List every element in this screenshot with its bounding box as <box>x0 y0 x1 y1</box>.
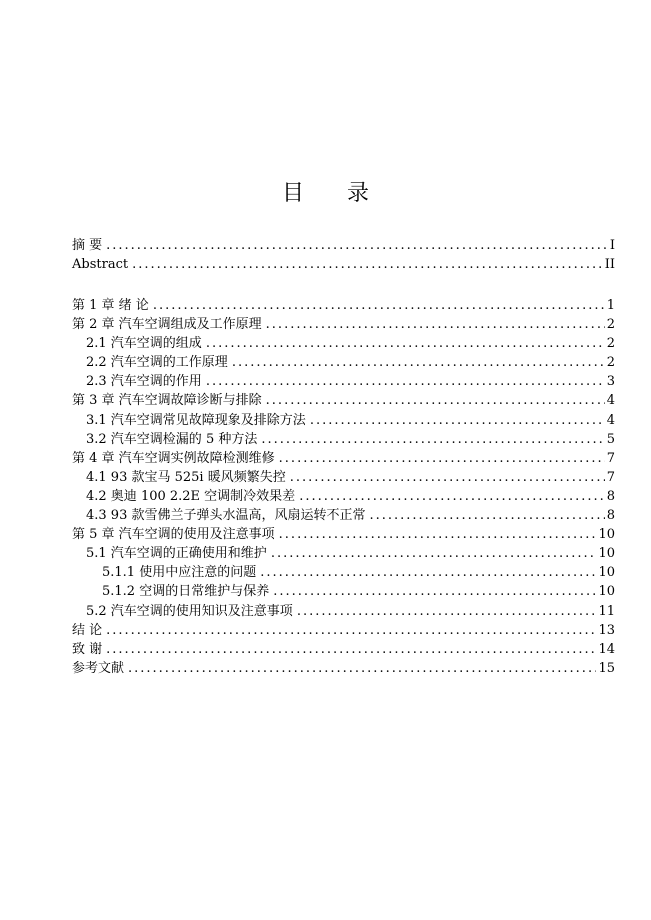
toc-entry-page: 10 <box>598 584 615 600</box>
toc-entry-label: 摘 要 <box>72 238 103 253</box>
dot-leader <box>271 544 597 563</box>
dot-leader <box>106 236 608 255</box>
toc-entry[interactable] <box>72 582 615 601</box>
toc-entry-label: 5.2 汽车空调的使用知识及注意事项 <box>86 603 293 619</box>
toc-entry-label: 2.2 汽车空调的工作原理 <box>86 355 228 371</box>
toc-entry-label: 参考文献 <box>72 660 125 676</box>
toc-title: 目 录 <box>282 181 387 206</box>
toc-entry-page: 7 <box>606 469 615 485</box>
toc-entry-page: 8 <box>606 488 615 504</box>
toc-entry-label: 2.1 汽车空调的组成 <box>86 336 202 352</box>
dot-leader <box>153 296 605 315</box>
dot-leader <box>260 563 596 582</box>
toc-entry-label: 5.1.1 使用中应注意的问题 <box>102 565 257 581</box>
toc-entry-list <box>72 296 615 678</box>
toc-entry[interactable] <box>72 640 615 659</box>
toc-entry-label: 2.3 汽车空调的作用 <box>86 374 202 390</box>
toc-entry[interactable] <box>72 506 615 525</box>
toc-entry-page: 13 <box>598 622 615 638</box>
toc-entry[interactable] <box>72 353 615 372</box>
toc-entry-label: 第 4 章 汽车空调实例故障检测维修 <box>72 450 275 466</box>
dot-leader <box>206 334 605 353</box>
toc-entry-page: 5 <box>606 431 615 447</box>
toc-entry-label: Abstract <box>72 257 129 273</box>
dot-leader <box>261 430 604 449</box>
toc-entry[interactable] <box>72 563 615 582</box>
toc-entry[interactable] <box>72 391 615 410</box>
toc-entry-page: 11 <box>598 603 615 619</box>
toc-entry[interactable] <box>72 430 615 449</box>
toc-entry[interactable] <box>72 296 615 315</box>
toc-entry-label: 4.2 奥迪 100 2.2E 空调制冷效果差 <box>86 488 296 504</box>
toc-entry-abstract-cn[interactable] <box>72 236 615 255</box>
toc-entry-page: 10 <box>598 546 615 562</box>
toc-entry-label: 致 谢 <box>72 641 103 657</box>
toc-entry-label: 第 1 章 绪 论 <box>72 298 149 313</box>
toc-entry-page: 2 <box>606 336 615 352</box>
toc-entry[interactable] <box>72 487 615 506</box>
toc-entry-abstract-en[interactable] <box>72 255 615 274</box>
toc-entry[interactable] <box>72 372 615 391</box>
toc-entry-label: 3.1 汽车空调常见故障现象及排除方法 <box>86 412 306 428</box>
toc-entry[interactable] <box>72 468 615 487</box>
dot-leader <box>106 621 596 640</box>
toc-entry-label: 3.2 汽车空调检漏的 5 种方法 <box>86 431 258 447</box>
toc-entry[interactable] <box>72 315 615 334</box>
toc-entry[interactable] <box>72 525 615 544</box>
toc-entry-page: 15 <box>598 660 615 676</box>
toc-entry-page: 2 <box>606 317 615 333</box>
toc-entry-page: I <box>609 238 615 253</box>
dot-leader <box>206 372 605 391</box>
dot-leader <box>273 582 596 601</box>
toc-entry-label: 5.1 汽车空调的正确使用和维护 <box>86 546 267 562</box>
dot-leader <box>106 640 596 659</box>
toc-entry-page: 10 <box>598 527 615 543</box>
dot-leader <box>232 353 605 372</box>
toc-entry-label: 4.1 93 款宝马 525i 暖风频繁失控 <box>86 469 286 485</box>
toc-entry-page: 4 <box>606 412 615 428</box>
dot-leader <box>279 525 597 544</box>
toc-entry[interactable] <box>72 449 615 468</box>
toc-entry-page: 14 <box>598 641 615 657</box>
toc-entry-page: 7 <box>606 450 615 466</box>
toc-entry-page: 2 <box>606 355 615 371</box>
toc-entry-page: 1 <box>606 298 615 313</box>
front-matter-list <box>72 236 615 274</box>
dot-leader <box>132 255 603 274</box>
toc-entry-page: 4 <box>606 393 615 409</box>
toc-entry[interactable] <box>72 334 615 353</box>
dot-leader <box>266 315 605 334</box>
dot-leader <box>279 449 605 468</box>
toc-entry-label: 第 5 章 汽车空调的使用及注意事项 <box>72 527 275 543</box>
toc-entry-label: 第 3 章 汽车空调故障诊断与排除 <box>72 393 262 409</box>
toc-entry[interactable] <box>72 544 615 563</box>
toc-entry[interactable] <box>72 659 615 678</box>
dot-leader <box>297 602 597 621</box>
dot-leader <box>128 659 596 678</box>
toc-entry-label: 4.3 93 款雪佛兰子弹头水温高，风扇运转不正常 <box>86 508 366 524</box>
dot-leader <box>310 411 605 430</box>
toc-entry-page: 3 <box>606 374 615 390</box>
dot-leader <box>299 487 605 506</box>
toc-entry-label: 5.1.2 空调的日常维护与保养 <box>102 584 270 600</box>
toc-entry-label: 结 论 <box>72 622 103 638</box>
toc-entry-page: II <box>604 257 615 273</box>
toc-entry-label: 第 2 章 汽车空调组成及工作原理 <box>72 317 262 333</box>
toc-entry[interactable] <box>72 621 615 640</box>
toc-entry[interactable] <box>72 602 615 621</box>
toc-entry-page: 8 <box>606 508 615 524</box>
dot-leader <box>290 468 605 487</box>
toc-entry[interactable] <box>72 411 615 430</box>
dot-leader <box>369 506 604 525</box>
toc-entry-page: 10 <box>598 565 615 581</box>
dot-leader <box>266 391 605 410</box>
